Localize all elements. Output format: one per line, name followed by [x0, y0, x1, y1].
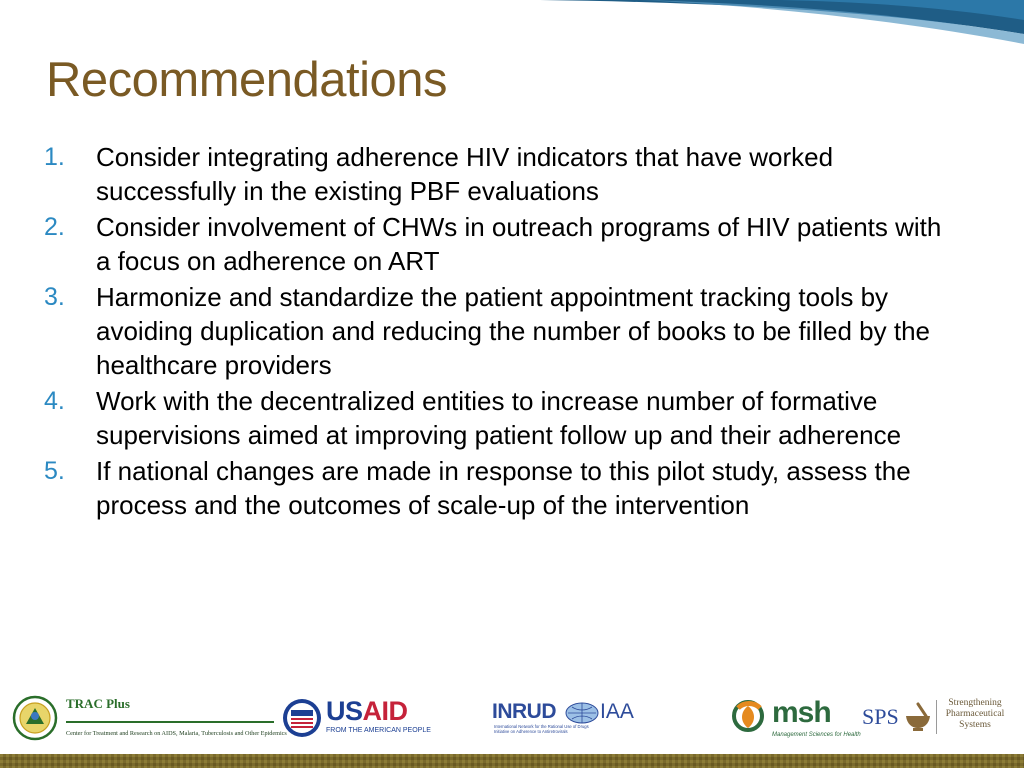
- header-swoosh-graphic: [0, 0, 1024, 60]
- sps-fullname-line: Systems: [959, 720, 991, 730]
- sps-wordmark: SPS: [862, 704, 899, 729]
- list-item: [44, 210, 984, 278]
- usaid-seal-icon: [282, 698, 322, 738]
- list-item: [44, 384, 984, 452]
- footer-bar: [0, 754, 1024, 768]
- list-item-number: 5.: [44, 457, 65, 485]
- recommendations-list: [44, 140, 984, 524]
- mortar-pestle-icon: [902, 702, 932, 732]
- list-item-number: 4.: [44, 387, 65, 415]
- usaid-aid-text: AID: [362, 696, 408, 726]
- list-item: [44, 140, 984, 208]
- usaid-subtitle: FROM THE AMERICAN PEOPLE: [326, 727, 431, 734]
- list-item-text: If national changes are made in response to this pilot study, assess the process and the outcomes of scale-up of the intervention: [96, 456, 911, 520]
- list-item-number: 3.: [44, 283, 65, 311]
- slide-title: Recommendations: [46, 53, 448, 107]
- list-item: [44, 280, 984, 382]
- usaid-us-text: US: [326, 696, 363, 726]
- list-item-text: Harmonize and standardize the patient appointment tracking tools by avoiding duplication and reducing the number of books to be filled by the healthcare providers: [96, 282, 931, 380]
- msh-logo: [730, 696, 861, 742]
- list-item: [44, 454, 984, 522]
- list-item-text: Consider integrating adherence HIV indicators that have worked successfully in the existing PBF evaluations: [96, 142, 834, 206]
- trac-plus-subtitle: Center for Treatment and Research on AIDS, Malaria, Tuberculosis and Other Epidemics: [66, 730, 287, 737]
- msh-subtitle: Management Sciences for Health: [772, 732, 861, 738]
- inrud-subtitle: [494, 724, 589, 734]
- trac-plus-name: TRAC Plus: [66, 696, 130, 711]
- list-item-number: 2.: [44, 213, 65, 241]
- divider: [936, 700, 937, 734]
- list-item-number: 1.: [44, 143, 65, 171]
- msh-wordmark: msh: [772, 696, 831, 729]
- msh-mark-icon: [730, 698, 772, 734]
- usaid-logo: [282, 696, 431, 740]
- divider: [66, 721, 274, 723]
- iaa-name: IAA: [600, 700, 634, 723]
- globe-icon: [564, 702, 600, 724]
- partner-logos-bar: [0, 686, 1024, 752]
- sps-fullname-line: Pharmaceutical: [945, 709, 1005, 719]
- inrud-subtitle-line: International Network for the Rational Use of Drugs: [494, 724, 589, 729]
- sps-fullname-line: Strengthening: [948, 698, 1002, 708]
- sps-fullname: [942, 698, 1008, 731]
- list-item-text: Work with the decentralized entities to increase number of formative supervisions aimed at improving patient follow up and their adherence: [96, 386, 902, 450]
- inrud-name: INRUD: [492, 700, 556, 723]
- usaid-wordmark: [326, 696, 408, 727]
- sps-logo: [862, 698, 1012, 742]
- inrud-iaa-logo: [492, 700, 672, 736]
- list-item-text: Consider involvement of CHWs in outreach programs of HIV patients with a focus on adherence on ART: [96, 212, 942, 276]
- trac-plus-logo: [12, 694, 287, 742]
- rwanda-seal-icon: [12, 694, 58, 742]
- inrud-subtitle-line: Initiative on Adherence to Antiretrovirals: [494, 729, 568, 734]
